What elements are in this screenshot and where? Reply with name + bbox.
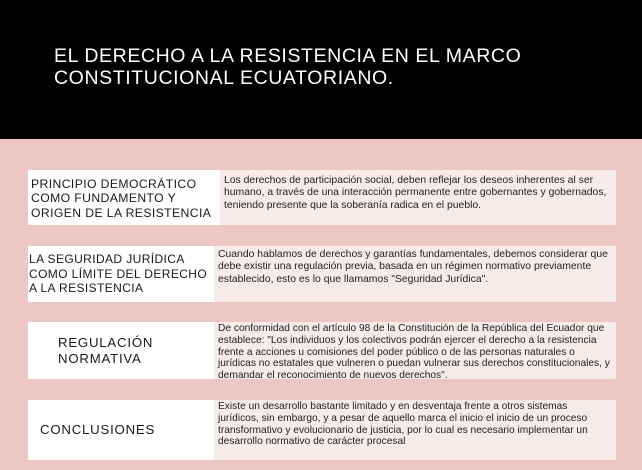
section-label-principio [28, 170, 220, 225]
section-description-principio [220, 170, 616, 225]
section-description-text: Cuando hablamos de derechos y garantías fundamentales, debemos considerar que debe existir una regulación previa, basada en un régimen normativo previamente establecido, esto es lo que llamamos "Seguridad Jurídica". [218, 249, 608, 285]
header-banner [0, 0, 642, 139]
section-description-conclusiones [214, 400, 616, 460]
section-label-text: LA SEGURIDAD JURÍDICA COMO LÍMITE DEL DERECHO A LA RESISTENCIA [29, 252, 208, 296]
section-label-text: PRINCIPIO DEMOCRÁTICO COMO FUNDAMENTO Y ORIGEN DE LA RESISTENCIA [31, 176, 212, 220]
section-description-text: Los derechos de participación social, deben reflejar los deseos inherentes al ser humano, a través de una interacción permanente entre gobernantes y gobernados, teniendo presente que la soberanía radica en el pueblo. [224, 175, 607, 211]
section-description-regulacion [214, 322, 616, 382]
section-description-text: Existe un desarrollo bastante limitado y en desventaja frente a otros sistemas jurídicos, sin embargo, y a pesar de aquello marca el inicio el inicio de un proceso transformativo y evolucionario de justicia, por lo cual es necesario implementar un desarrollo normativo de carácter procesal [218, 401, 588, 448]
section-label-regulacion [28, 322, 219, 379]
section-label-seguridad [28, 246, 219, 302]
section-label-conclusiones [28, 400, 219, 460]
section-label-text: CONCLUSIONES [40, 421, 156, 437]
section-description-text: De conformidad con el artículo 98 de la Constitución de la República del Ecuador que establece: "Los individuos y los colectivos podrán ejercer el derecho a la resistencia frente a acciones u comisiones del poder público o de las personas naturales o jurídicas no estatales que vulneren o puedan vulnerar sus derechos constitucionales, y demandar el reconocimiento de nuevos derechos". [218, 323, 610, 382]
section-description-seguridad [214, 246, 616, 302]
page-title: EL DERECHO A LA RESISTENCIA EN EL MARCO CONSTITUCIONAL ECUATORIANO. [54, 45, 522, 89]
section-label-text: REGULACIÓN NORMATIVA [58, 334, 154, 366]
